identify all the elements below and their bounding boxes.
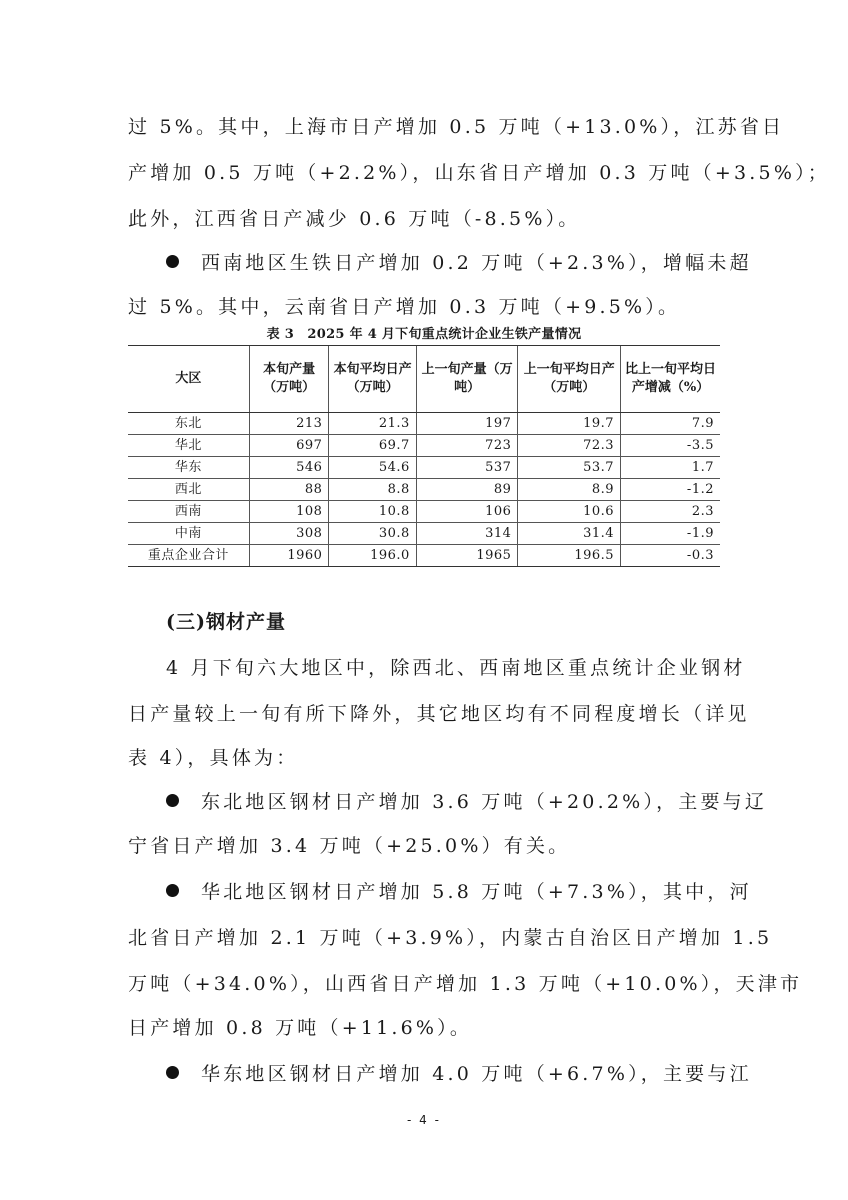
- cell-region: 西南: [128, 501, 249, 523]
- bullet-text: 华东地区钢材日产增加 4.0 万吨（+6.7%），主要与江: [201, 1063, 752, 1085]
- cell-value: 1960: [249, 545, 329, 567]
- cell-value: 8.8: [329, 479, 416, 501]
- bullet-text: 西南地区生铁日产增加 0.2 万吨（+2.3%），增幅未超: [201, 252, 752, 274]
- bullet-item-north: [166, 879, 758, 905]
- cell-value: 89: [416, 479, 518, 501]
- table-row: [128, 413, 720, 435]
- paragraph-line: 宁省日产增加 3.4 万吨（+25.0%）有关。: [128, 835, 571, 857]
- paragraph-line: 4 月下旬六大地区中，除西北、西南地区重点统计企业钢材: [166, 657, 746, 679]
- cell-value: 7.9: [621, 413, 720, 435]
- bullet-item-northeast: [166, 789, 768, 815]
- bullet-icon: [166, 794, 179, 807]
- cell-region: 华东: [128, 457, 249, 479]
- bullet-item-southwest: [166, 250, 758, 276]
- table-row: [128, 435, 720, 457]
- table-row: [128, 501, 720, 523]
- header-region: 大区: [128, 346, 249, 413]
- cell-value: 108: [249, 501, 329, 523]
- cell-value: 53.7: [518, 457, 621, 479]
- cell-value: 697: [249, 435, 329, 457]
- cell-value: 723: [416, 435, 518, 457]
- table-row: [128, 479, 720, 501]
- table-header-row: [128, 346, 720, 413]
- paragraph-line: 此外，江西省日产减少 0.6 万吨（-8.5%）。: [128, 208, 581, 230]
- header-current-daily-avg: 本旬平均日产（万吨）: [329, 346, 416, 413]
- cell-value: 196.0: [329, 545, 416, 567]
- cell-value: 19.7: [518, 413, 621, 435]
- bullet-text: 华北地区钢材日产增加 5.8 万吨（+7.3%），其中，河: [201, 881, 752, 903]
- paragraph-line: 产增加 0.5 万吨（+2.2%），山东省日产增加 0.3 万吨（+3.5%）；: [128, 162, 830, 184]
- paragraph-line: 日产增加 0.8 万吨（+11.6%）。: [128, 1017, 473, 1039]
- cell-value: 30.8: [329, 523, 416, 545]
- paragraph-line: 过 5%。其中，云南省日产增加 0.3 万吨（+9.5%）。: [128, 296, 681, 318]
- cell-value: 10.8: [329, 501, 416, 523]
- cell-value: 314: [416, 523, 518, 545]
- cell-value: 537: [416, 457, 518, 479]
- table-row-total: [128, 545, 720, 567]
- cell-value: 8.9: [518, 479, 621, 501]
- bullet-icon: [166, 1066, 179, 1079]
- cell-value: 21.3: [329, 413, 416, 435]
- cell-value: 213: [249, 413, 329, 435]
- page-number: - 4 -: [407, 1113, 441, 1127]
- bullet-item-east: [166, 1061, 758, 1087]
- cell-value: 31.4: [518, 523, 621, 545]
- cell-region: 西北: [128, 479, 249, 501]
- header-current-output: 本旬产量（万吨）: [249, 346, 329, 413]
- cell-value: -3.5: [621, 435, 720, 457]
- paragraph-line: 表 4），具体为：: [128, 747, 299, 769]
- cell-region: 东北: [128, 413, 249, 435]
- cell-region: 重点企业合计: [128, 545, 249, 567]
- header-previous-output: 上一旬产量（万吨）: [416, 346, 518, 413]
- cell-value: 308: [249, 523, 329, 545]
- paragraph-line: 过 5%。其中，上海市日产增加 0.5 万吨（+13.0%），江苏省日: [128, 116, 785, 138]
- table-caption: 表 3 2025 年 4 月下旬重点统计企业生铁产量情况: [266, 327, 582, 342]
- cell-value: -1.9: [621, 523, 720, 545]
- section-heading: (三)钢材产量: [166, 611, 286, 633]
- cell-value: 72.3: [518, 435, 621, 457]
- pig-iron-output-table: [128, 345, 720, 567]
- header-previous-daily-avg: 上一旬平均日产（万吨）: [518, 346, 621, 413]
- paragraph-line: 北省日产增加 2.1 万吨（+3.9%），内蒙古自治区日产增加 1.5: [128, 927, 773, 949]
- bullet-icon: [166, 884, 179, 897]
- cell-value: -0.3: [621, 545, 720, 567]
- table-row: [128, 523, 720, 545]
- cell-value: 69.7: [329, 435, 416, 457]
- header-change-percent: 比上一旬平均日产增减（%）: [621, 346, 720, 413]
- cell-value: 2.3: [621, 501, 720, 523]
- cell-value: 54.6: [329, 457, 416, 479]
- cell-value: 196.5: [518, 545, 621, 567]
- cell-value: 546: [249, 457, 329, 479]
- cell-value: 10.6: [518, 501, 621, 523]
- cell-value: 106: [416, 501, 518, 523]
- paragraph-line: 万吨（+34.0%），山西省日产增加 1.3 万吨（+10.0%），天津市: [128, 973, 803, 995]
- cell-value: 1.7: [621, 457, 720, 479]
- table-row: [128, 457, 720, 479]
- cell-value: 1965: [416, 545, 518, 567]
- bullet-icon: [166, 255, 179, 268]
- cell-region: 中南: [128, 523, 249, 545]
- cell-value: 197: [416, 413, 518, 435]
- cell-region: 华北: [128, 435, 249, 457]
- bullet-text: 东北地区钢材日产增加 3.6 万吨（+20.2%），主要与辽: [201, 791, 768, 813]
- cell-value: 88: [249, 479, 329, 501]
- paragraph-line: 日产量较上一旬有所下降外，其它地区均有不同程度增长（详见: [128, 703, 750, 725]
- cell-value: -1.2: [621, 479, 720, 501]
